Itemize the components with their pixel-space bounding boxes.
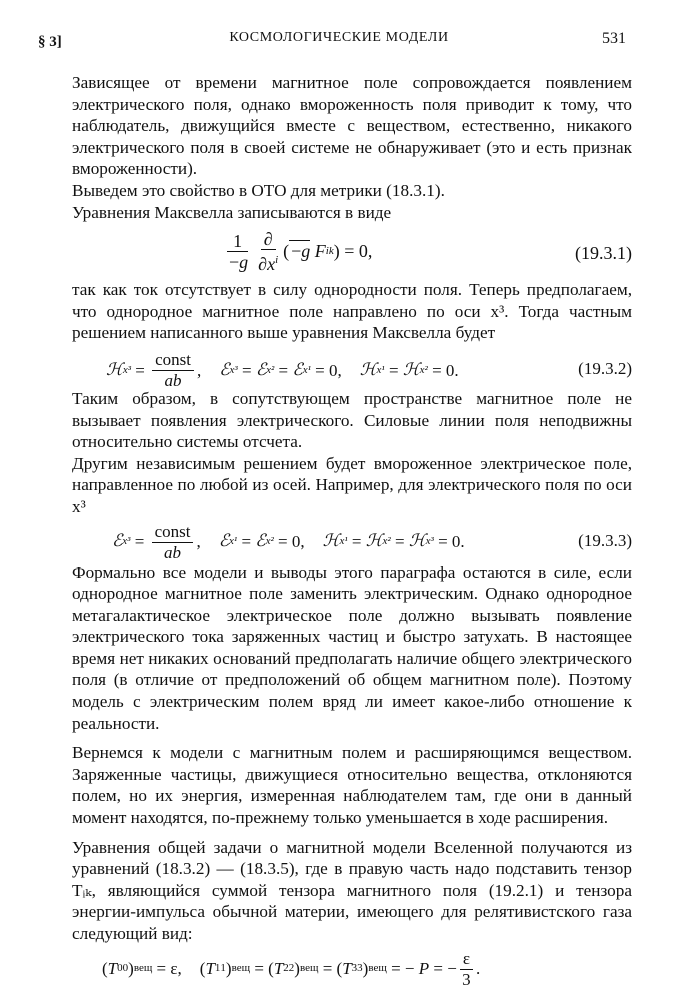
page-header — [0, 28, 678, 52]
paragraph-2: Выведем это свойство в ОТО для метрики (18.3.1). — [72, 180, 445, 200]
fraction: $\frac{1}{-g}$ — [229, 231, 249, 273]
page-body — [72, 72, 632, 989]
fraction: $\frac{\text{const}}{ab}$ — [152, 522, 194, 563]
paragraph-3: Уравнения Максвелла записываются в виде — [72, 202, 392, 222]
equation-number: (19.3.1) — [575, 243, 632, 264]
equation-number: (19.3.2) — [578, 358, 632, 378]
paragraph-5: Таким образом, в сопутствующем пространстве магнитное поле не вызывает появления электрического. Силовые линии поля неподвижны относительно системы отсчета. — [72, 388, 632, 452]
equation-gas-tensor — [72, 945, 632, 989]
page-number: 531 — [602, 30, 626, 47]
paragraph-8: Вернемся к модели с магнитным полем и расширяющимся веществом. Заряженные частицы, движущиеся относительно вещества, отклоняются полем, но их энергия, измеренная наблюдателем там, где они в данный момент находятся, по-прежнему только уменьшается в ходе расширения. — [72, 743, 632, 828]
paragraph-9: Уравнения общей задачи о магнитной модели Вселенной получаются из уравнений (18.3.2) — (18.3.5), где в правую часть надо подставить тензор Tᵢₖ, являющийся суммой тензора магнитного поля (19.2.1) и тензора энергии-импульса обычной материи, имеющего для релятивистского газа следующий вид: — [72, 837, 632, 943]
paragraph-4: так как ток отсутствует в силу однородности поля. Теперь предполагаем, что однородное магнитное поле направлено по оси x³. Тогда частным решением написанного выше уравнения Максвелла будет — [72, 280, 632, 343]
equation-body: ℰ x³ = $\frac{\text{const}}{ab}$ , ℰ x¹ = ℰ x² = 0, ℋ x¹ = ℋ x² = ℋ x³ = 0. — [112, 521, 465, 562]
equation-19-3-1 — [72, 223, 632, 279]
partial-derivative: $\frac{\partial}{\partial x^i}$ — [258, 229, 279, 275]
equation-body: ℋ x³ = $\frac{\text{const}}{ab}$ , ℰ x³ = ℰ x² = ℰ x¹ = 0, ℋ x¹ = ℋ x² = 0. — [106, 349, 459, 390]
equation-number: (19.3.3) — [578, 530, 632, 550]
running-title: КОСМОЛОГИЧЕСКИЕ МОДЕЛИ — [229, 30, 449, 45]
fraction: $\frac{\text{const}}{ab}$ — [152, 350, 194, 391]
equation-body: $\frac{1}{-g}$ $\frac{\partial}{\partial x^i}$ ( −g F ik ) = 0, — [222, 229, 372, 274]
paragraph-6: Другим независимым решением будет вмороженное электрическое поле, направленное по любой из осей. Например, для электрического поля по оси x³ — [72, 453, 632, 516]
section-mark: § 3] — [38, 34, 62, 50]
fraction: $\frac{\varepsilon}{3}$ — [460, 949, 473, 990]
equation-19-3-2 — [72, 344, 632, 388]
paragraph-7: Формально все модели и выводы этого параграфа остаются в силе, если однородное магнитное поле заменить электрическим. Однако однородное метагалактическое электрическое поле должно вызывать появление электрического тока заряженных частиц и быстро затухать. В настоящее время нет никаких оснований предполагать наличие общего электрического поля (в отличие от предположений об общем магнитном поле). Поэтому модель с электрическим полем вряд ли имеет какое-либо отношение к реальности. — [72, 562, 632, 733]
paragraph-1: Зависящее от времени магнитное поле сопровождается появлением электрического поля, однако вмороженность поля приводит к тому, что наблюдатель, движущийся вместе с веществом, естественно, никакого электрического поля в своей системе не обнаруживает (это и есть признак вмороженности). — [72, 73, 632, 179]
equation-body: ( T 0 0 ) вещ = ε, ( T 1 1 ) вещ = ( T 2 2 ) вещ = ( T 3 3 ) вещ = − P = − $\frac{\varepsilon}{3}$ . — [102, 948, 481, 989]
equation-19-3-3 — [72, 518, 632, 562]
